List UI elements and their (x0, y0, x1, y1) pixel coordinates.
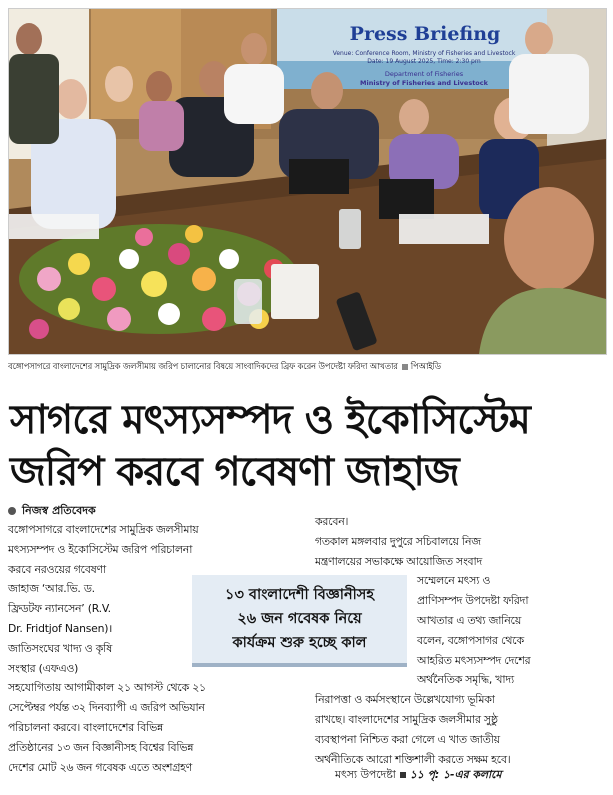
tissue-box (271, 264, 319, 319)
pull-quote-line-1: ১৩ বাংলাদেশী বিজ্ঞানীসহ (225, 587, 374, 603)
body-line: সংস্থার (এফএও) (8, 661, 79, 675)
body-line: ব্যবস্থাপনা নিশ্চিত করা গেলে এ খাত জাতীয় (315, 732, 500, 746)
banner-venue: Venue: Conference Room, Ministry of Fisheries and Livestock (332, 50, 516, 57)
body-line: প্রাণিসম্পদ উপদেষ্টা ফরিদা (417, 594, 529, 608)
byline (8, 502, 96, 520)
bullet-icon (8, 507, 16, 515)
body-line: অর্থনীতিকে আরো শক্তিশালী করতে সক্ষম হবে। (315, 752, 511, 766)
body-line: জাতিসংঘের খাদ্য ও কৃষি (8, 641, 112, 655)
body-line: দেশের মোট ২৬ জন গবেষক এতে অংশগ্রহণ (8, 760, 192, 774)
byline-text: নিজস্ব প্রতিবেদক (22, 504, 96, 517)
continuation-label: মৎস্য উপদেষ্টা (335, 768, 396, 781)
body-line: মন্ত্রণালয়ের সভাকক্ষে আয়োজিত সংবাদ (315, 554, 482, 568)
square-bullet-icon (400, 772, 406, 778)
photo-credit: পিআইডি (410, 361, 441, 371)
body-line: করবেন। (315, 515, 349, 528)
body-line: আখতার এ তথ্য জানিয়ে (417, 613, 522, 627)
pull-quote (192, 575, 407, 667)
body-line: বঙ্গোপসাগরে বাংলাদেশের সামুদ্রিক জলসীমায় (8, 523, 199, 536)
body-line: ফ্রিডটফ ন্যানসেন’ (R.V. (8, 602, 111, 616)
body-line: Dr. Fridtjof Nansen)। (8, 621, 113, 635)
body-line: বলেন, বঙ্গোপসাগর থেকে (417, 633, 524, 647)
body-line: রাখছে। বাংলাদেশের সামুদ্রিক জলসীমার সুষ্ঠু (315, 712, 498, 726)
headline-line-1: সাগরে মৎস্যসম্পদ ও ইকোসিস্টেম (10, 397, 530, 443)
body-line: সম্মেলনে মৎস্য ও (417, 574, 491, 588)
body-line: প্রতিষ্ঠানের ১৩ জন বিজ্ঞানীসহ বিশ্বের বিভিন্ন (8, 740, 194, 754)
pull-quote-line-2: ২৬ জন গবেষক নিয়ে (237, 611, 362, 627)
continuation-ref[interactable]: ১১ পৃ: ১-এর কলামে (409, 768, 502, 781)
headline (10, 394, 605, 498)
body-line: অর্থনৈতিক সমৃদ্ধি, খাদ্য (417, 673, 514, 687)
banner-organizer-2: Ministry of Fisheries and Livestock (360, 79, 488, 87)
headline-line-2: জরিপ করবে গবেষণা জাহাজ (10, 449, 459, 495)
body-line: সহযোগিতায় আগামীকাল ২১ আগস্ট থেকে ২১ (8, 681, 206, 695)
body-line: সেপ্টেম্বর পর্যন্ত ৩২ দিনব্যাপী এ জরিপ অভিযান (8, 701, 205, 715)
body-line: মৎস্যসম্পদ ও ইকোসিস্টেম জরিপ পরিচালনা (8, 542, 193, 556)
body-line: আহরিত মৎস্যসম্পদ দেশের (417, 653, 531, 667)
banner-organizer-1: Department of Fisheries (384, 70, 464, 78)
continuation (315, 766, 605, 785)
square-bullet-icon (402, 364, 408, 370)
body-line: জাহাজ ‘আর.ভি. ড. (8, 582, 95, 596)
banner-date: Date: 19 August 2025, Time: 2:30 pm (367, 58, 481, 65)
body-line: নিরাপত্তা ও কর্মসংস্থানে উল্লেখযোগ্য ভূমিকা (315, 693, 495, 707)
photo-caption (8, 360, 605, 374)
body-line: পরিচালনা করবে। বাংলাদেশের বিভিন্ন (8, 720, 163, 734)
body-line: গতকাল মঙ্গলবার দুপুরে সচিবালয়ে নিজ (315, 534, 481, 548)
pull-quote-line-3: কার্যক্রম শুরু হচ্ছে কাল (232, 635, 367, 651)
banner-title: Press Briefing (349, 23, 501, 45)
microphones (289, 159, 349, 194)
body-line: করবে নরওয়ের গবেষণা (8, 562, 106, 576)
caption-text: বঙ্গোপসাগরে বাংলাদেশের সামুদ্রিক জলসীমায় জরিপ চালানোর বিষয়ে সাংবাদিকদের ব্রিফ করেন উপদেষ্টা ফরিদা আখতার (8, 361, 398, 371)
news-photo (8, 8, 607, 355)
